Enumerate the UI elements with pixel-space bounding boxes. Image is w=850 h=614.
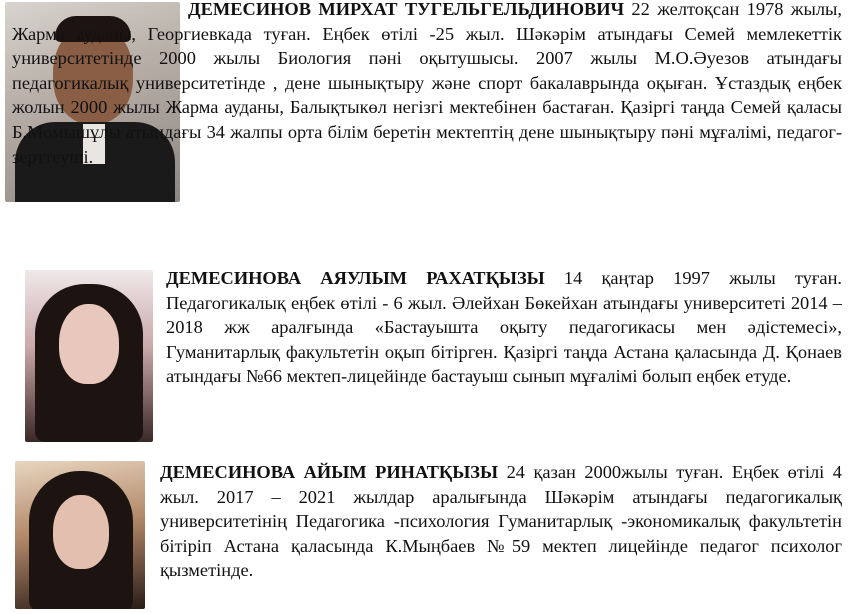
bio-name-mirkhat: ДЕМЕСИНОВ МИРХАТ ТУГЕЛЬГЕЛЬДИНОВИЧ <box>188 0 625 19</box>
bio-text-mirkhat: ДЕМЕСИНОВ МИРХАТ ТУГЕЛЬГЕЛЬДИНОВИЧ 22 желтоқсан 1978 жылы, Жарма ауданы, Георгиевкада туған. Еңбек өтілі -25 жыл. Шәкәрім атындағы Семей мемлекеттік университетінде 2000 жылы Биология пәні оқытушысы. 2007 жылы М.О.Әуезов атындағы педагогикалық университетінде , дене шынықтыру және спорт бакалаврында оқыған. Ұстаздық еңбек жолын 2000 жылы Жарма ауданы, Балықтыкөл негізгі мектебінен бастаған. Қазіргі таңда Семей қаласы Б.Момышұлы атындағы 34 жалпы орта білім беретін мектептің дене шынықтыру пәні мұғалімі, педагог- зерттеуші. <box>12 0 842 167</box>
bio-entry-mirkhat <box>0 0 850 265</box>
portrait-photo-ayaulym <box>25 270 153 442</box>
bio-text-aiym: ДЕМЕСИНОВА АЙЫМ РИНАТҚЫЗЫ 24 қазан 2000жылы туған. Еңбек өтілі 4 жыл. 2017 – 2021 жылдар аралығында Шәкәрім атындағы педагогикалық университетінің Педагогика -психология Гуманитарлық -экономикалық факультетін бітіріп Астана қаласында К.Мыңбаев №59 мектеп лицейінде педагог психолог қызметінде. <box>160 462 843 581</box>
bio-name-ayaulym: ДЕМЕСИНОВА АЯУЛЫМ РАХАТҚЫЗЫ <box>166 268 545 288</box>
bio-entry-ayaulym <box>0 266 850 452</box>
portrait-photo-aiym <box>15 461 145 609</box>
bio-text-ayaulym: ДЕМЕСИНОВА АЯУЛЫМ РАХАТҚЫЗЫ 14 қаңтар 1997 жылы туған. Педагогикалық еңбек өтілі - 6 жыл. Әлейхан Бөкейхан атындағы университеті 2014 – 2018 жж аралғында «Бастауышта оқыту педагогикасы мен әдістемесі», Гуманитарлық факультетін оқып бітірген. Қазіргі таңда Астана қаласында Д. Қонаев атындағы №66 мектеп-лицейінде бастауыш сынып мұғалімі болып еңбек етуде. <box>166 268 843 387</box>
bio-name-aiym: ДЕМЕСИНОВА АЙЫМ РИНАТҚЫЗЫ <box>160 462 499 482</box>
bio-entry-aiym <box>0 456 850 614</box>
